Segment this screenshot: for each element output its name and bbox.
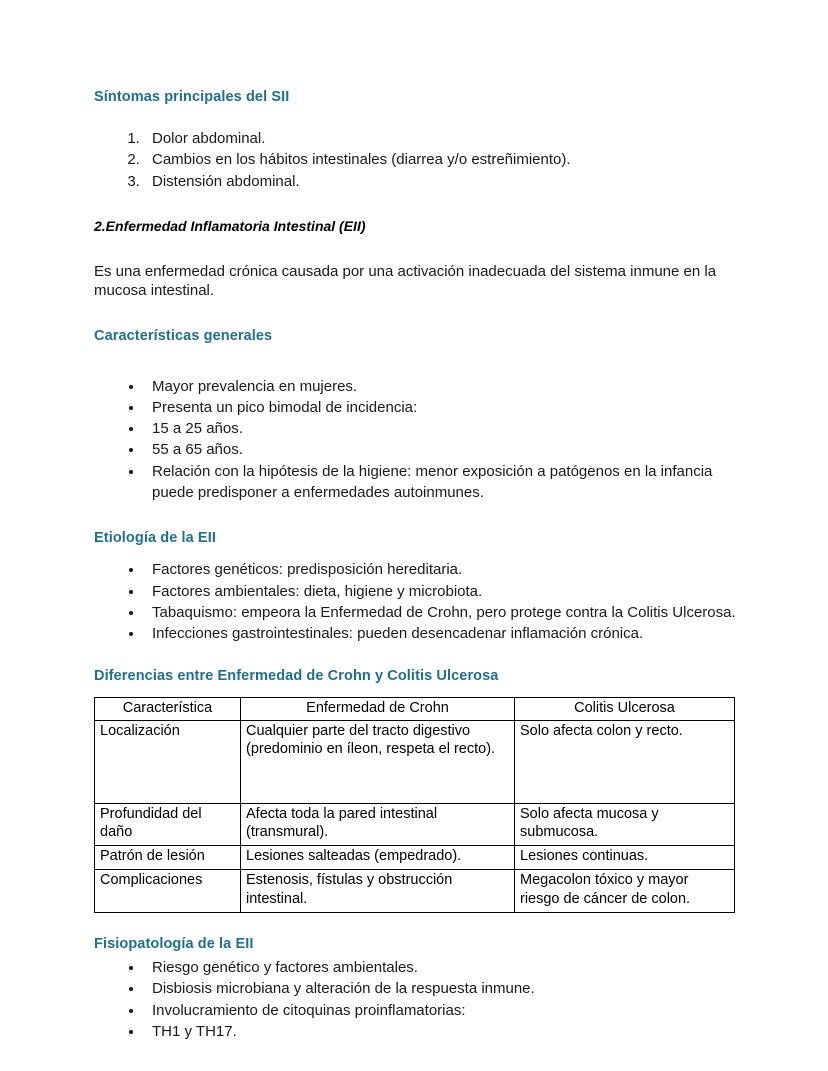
table-cell: Solo afecta mucosa y submucosa. <box>515 803 735 846</box>
list-item: • Infecciones gastrointestinales: pueden desencadenar inflamación crónica. <box>144 623 739 644</box>
table-diferencias-crohn-colitis <box>94 697 735 913</box>
spacer <box>94 236 739 262</box>
table-cell: Cualquier parte del tracto digestivo (predominio en íleon, respeta el recto). <box>241 720 515 803</box>
list-item: • Tabaquismo: empeora la Enfermedad de Crohn, pero protege contra la Colitis Ulcerosa. <box>144 602 739 623</box>
heading-fisiopatologia-eii: Fisiopatología de la EII <box>94 935 254 952</box>
table-body <box>95 720 735 912</box>
table-cell: Megacolon tóxico y mayor riesgo de cáncer de colon. <box>515 870 735 913</box>
spacer <box>94 346 739 376</box>
list-item: • Riesgo genético y factores ambientales. <box>144 957 739 978</box>
table-cell: Patrón de lesión <box>95 846 241 870</box>
spacer <box>94 645 739 667</box>
list-caracteristicas-generales <box>94 376 739 504</box>
table-cell: Lesiones continuas. <box>515 846 735 870</box>
table-cell: Lesiones salteadas (empedrado). <box>241 846 515 870</box>
spacer <box>94 547 739 559</box>
table-cell: Localización <box>95 720 241 803</box>
list-item: 3. Distensión abdominal. <box>144 171 739 192</box>
heading-enfermedad-inflamatoria-intestinal: 2.Enfermedad Inflamatoria Intestinal (EII) <box>94 218 366 235</box>
list-item: 1. Dolor abdominal. <box>144 128 739 149</box>
spacer <box>94 503 739 529</box>
heading-etiologia-eii: Etiología de la EII <box>94 530 216 547</box>
table-header-row <box>95 697 735 720</box>
list-item: • Disbiosis microbiana y alteración de la respuesta inmune. <box>144 978 739 999</box>
list-item: • Mayor prevalencia en mujeres. <box>144 376 739 397</box>
heading-sintomas-principales: Síntomas principales del SII <box>94 89 290 105</box>
list-item: • Factores genéticos: predisposición hereditaria. <box>144 559 739 580</box>
list-item: • 55 a 65 años. <box>144 439 739 460</box>
heading-diferencias-crohn-colitis: Diferencias entre Enfermedad de Crohn y Colitis Ulcerosa <box>94 667 499 684</box>
list-item: • Presenta un pico bimodal de incidencia: <box>144 397 739 418</box>
list-etiologia-eii <box>94 559 739 644</box>
spacer <box>94 913 739 935</box>
list-fisiopatologia-eii <box>94 957 739 1042</box>
spacer <box>94 301 739 327</box>
table-row <box>95 803 735 846</box>
table-cell: Solo afecta colon y recto. <box>515 720 735 803</box>
list-sintomas-principales <box>94 128 739 192</box>
column-header-enfermedad-de-crohn: Enfermedad de Crohn <box>241 697 515 720</box>
table-head <box>95 697 735 720</box>
table-row <box>95 720 735 803</box>
table-cell: Estenosis, fístulas y obstrucción intestinal. <box>241 870 515 913</box>
table-cell: Complicaciones <box>95 870 241 913</box>
heading-caracteristicas-generales: Características generales <box>94 328 273 345</box>
table-row <box>95 846 735 870</box>
list-item: • TH1 y TH17. <box>144 1021 739 1042</box>
list-item: • Factores ambientales: dieta, higiene y microbiota. <box>144 581 739 602</box>
list-item: • 15 a 25 años. <box>144 418 739 439</box>
list-item: 2. Cambios en los hábitos intestinales (diarrea y/o estreñimiento). <box>144 149 739 170</box>
paragraph-eii-definicion: Es una enfermedad crónica causada por una activación inadecuada del sistema inmune en la mucosa intestinal. <box>94 262 717 300</box>
spacer <box>94 192 739 218</box>
document-content <box>94 88 739 1042</box>
spacer <box>94 106 739 128</box>
table-cell: Afecta toda la pared intestinal (transmural). <box>241 803 515 846</box>
list-item: • Involucramiento de citoquinas proinflamatorias: <box>144 1000 739 1021</box>
column-header-colitis-ulcerosa: Colitis Ulcerosa <box>515 697 735 720</box>
table-row <box>95 870 735 913</box>
list-item: • Relación con la hipótesis de la higiene: menor exposición a patógenos en la infancia puede predisponer a enfermedades autoinmunes. <box>144 461 739 504</box>
table-cell: Profundidad del daño <box>95 803 241 846</box>
column-header-caracteristica: Característica <box>95 697 241 720</box>
spacer <box>94 685 739 697</box>
